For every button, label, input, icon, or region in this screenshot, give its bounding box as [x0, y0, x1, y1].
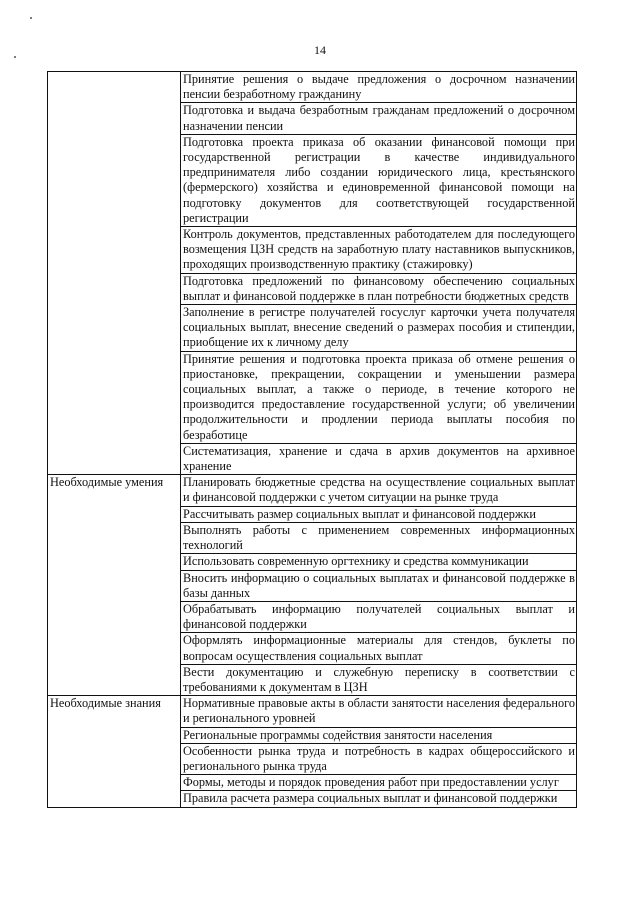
table-row: [48, 696, 577, 727]
scan-speck: [30, 17, 32, 19]
section-label: Необходимые умения: [48, 475, 181, 696]
table-cell: Рассчитывать размер социальных выплат и финансовой поддержки: [181, 506, 577, 522]
table-cell: Выполнять работы с применением современных информационных технологий: [181, 522, 577, 553]
table-cell: Особенности рынка труда и потребность в кадрах общероссийского и регионального рынка труда: [181, 743, 577, 774]
table-cell: Региональные программы содействия занятости населения: [181, 727, 577, 743]
table-cell: Принятие решения о выдаче предложения о досрочном назначении пенсии безработному гражданину: [181, 72, 577, 103]
page-number: 14: [314, 43, 326, 57]
table-cell: Подготовка проекта приказа об оказании финансовой помощи при государственной регистрации в качестве индивидуального предпринимателя либо создании юридического лица, крестьянского (фермерского) хозяйства и единовременной финансовой помощи на подготовку документов для соответствующей государственной регистрации: [181, 134, 577, 226]
table-cell: Контроль документов, представленных работодателем для последующего возмещения ЦЗН средств на заработную плату наставников выпускников, проходящих производственную практику (стажировку): [181, 227, 577, 274]
table-row: [48, 475, 577, 506]
table-cell: Обрабатывать информацию получателей социальных выплат и финансовой поддержки: [181, 601, 577, 632]
requirements-table: [47, 71, 577, 808]
table-row: [48, 72, 577, 103]
table-cell: Планировать бюджетные средства на осуществление социальных выплат и финансовой поддержки с учетом ситуации на рынке труда: [181, 475, 577, 506]
table-cell: Подготовка предложений по финансовому обеспечению социальных выплат и финансовой поддержке в план потребности бюджетных средств: [181, 273, 577, 304]
table-cell: Подготовка и выдача безработным гражданам предложений о досрочном назначении пенсии: [181, 103, 577, 134]
table-cell: Систематизация, хранение и сдача в архив документов на архивное хранение: [181, 443, 577, 474]
table-cell: Принятие решения и подготовка проекта приказа об отмене решения о приостановке, прекращении, сокращении и уменьшении размера социальных выплат, а также о периоде, в течение которого не производится предоставление государственной услуги; об увеличении продолжительности и продлении периода выплаты пособия по безработице: [181, 351, 577, 443]
table-cell: Вести документацию и служебную переписку в соответствии с требованиями к документам в ЦЗН: [181, 664, 577, 695]
table-cell: Использовать современную оргтехнику и средства коммуникации: [181, 554, 577, 570]
table-cell: Заполнение в регистре получателей госуслуг карточки учета получателя социальных выплат, внесение сведений о размерах пособия и стипендии, приобщение их к личному делу: [181, 305, 577, 352]
table-cell: Нормативные правовые акты в области занятости населения федерального и регионального уровней: [181, 696, 577, 727]
section-label: Необходимые знания: [48, 696, 181, 807]
table-cell: Вносить информацию о социальных выплатах и финансовой поддержке в базы данных: [181, 570, 577, 601]
table-cell: Формы, методы и порядок проведения работ при предоставлении услуг: [181, 775, 577, 791]
table-cell: Оформлять информационные материалы для стендов, буклеты по вопросам осуществления социальных выплат: [181, 633, 577, 664]
section-label: [48, 72, 181, 475]
table-cell: Правила расчета размера социальных выплат и финансовой поддержки: [181, 791, 577, 807]
